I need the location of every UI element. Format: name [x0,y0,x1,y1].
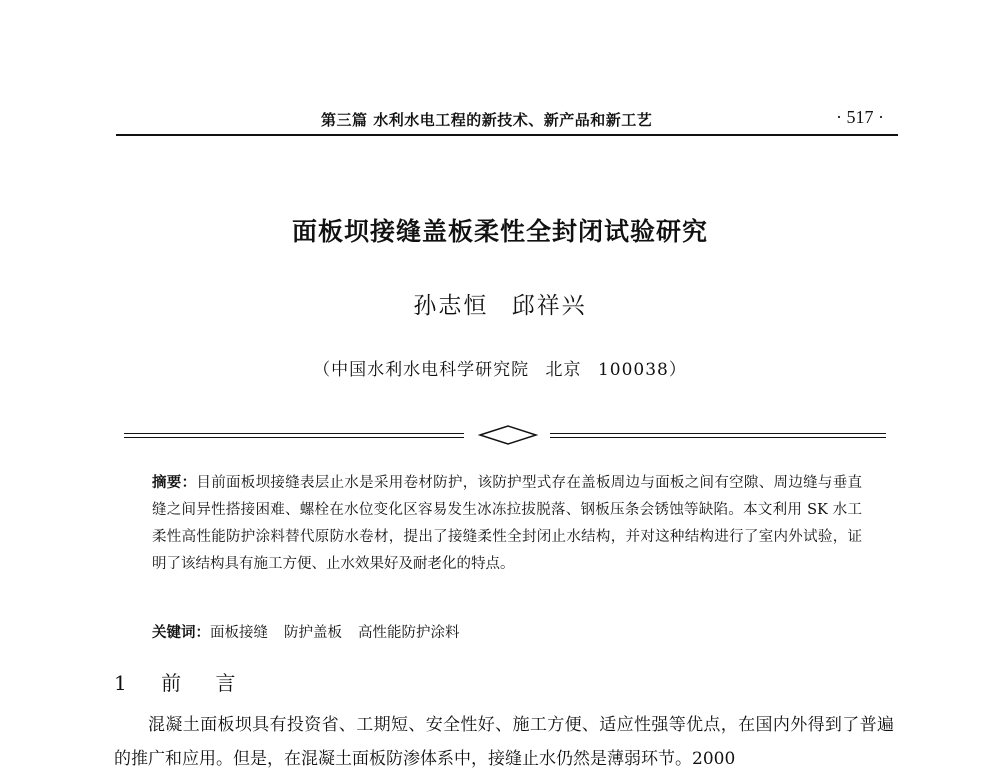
section-body-text: 混凝土面板坝具有投资省、工期短、安全性好、施工方便、适应性强等优点，在国内外得到了普遍的推广和应用。但是，在混凝土面板防渗体系中，接缝止水仍然是薄弱环节。2000 [114,715,894,769]
keywords-label: 关键词： [152,625,210,641]
title-divider-left [124,433,464,438]
abstract-text: 目前面板坝接缝表层止水是采用卷材防护，该防护型式存在盖板周边与面板之间有空隙、周边缝与垂直缝之间异性搭接困难、螺栓在水位变化区容易发生冰冻拉拔脱落、钢板压条会锈蚀等缺陷。本文利用 SK 水工柔性高性能防护涂料替代原防水卷材，提出了接缝柔性全封闭止水结构，并对这种结构进行了室内外试验，证明了该结构具有施工方便、止水效果好及耐老化的特点。 [152,475,863,572]
running-header-title: 第三篇 水利水电工程的新技术、新产品和新工艺 [321,111,653,129]
keyword-term: 防护盖板 [284,625,342,641]
abstract-label: 摘要： [152,475,197,491]
keyword-term: 面板接缝 [210,625,268,641]
page-number: · 517 · [836,107,884,127]
keyword-term: 高性能防护涂料 [358,625,460,641]
keywords [152,621,862,642]
diamond-divider-icon [478,425,538,445]
abstract [152,470,862,578]
title-divider-right [550,433,886,438]
paper-affiliation: （中国水利水电科学研究院 北京 100038） [313,360,687,380]
paper-authors: 孙志恒 邱祥兴 [413,293,587,319]
paper-title: 面板坝接缝盖板柔性全封闭试验研究 [291,217,708,246]
section-heading: 1 前 言 [114,671,250,695]
page-header [116,104,898,136]
